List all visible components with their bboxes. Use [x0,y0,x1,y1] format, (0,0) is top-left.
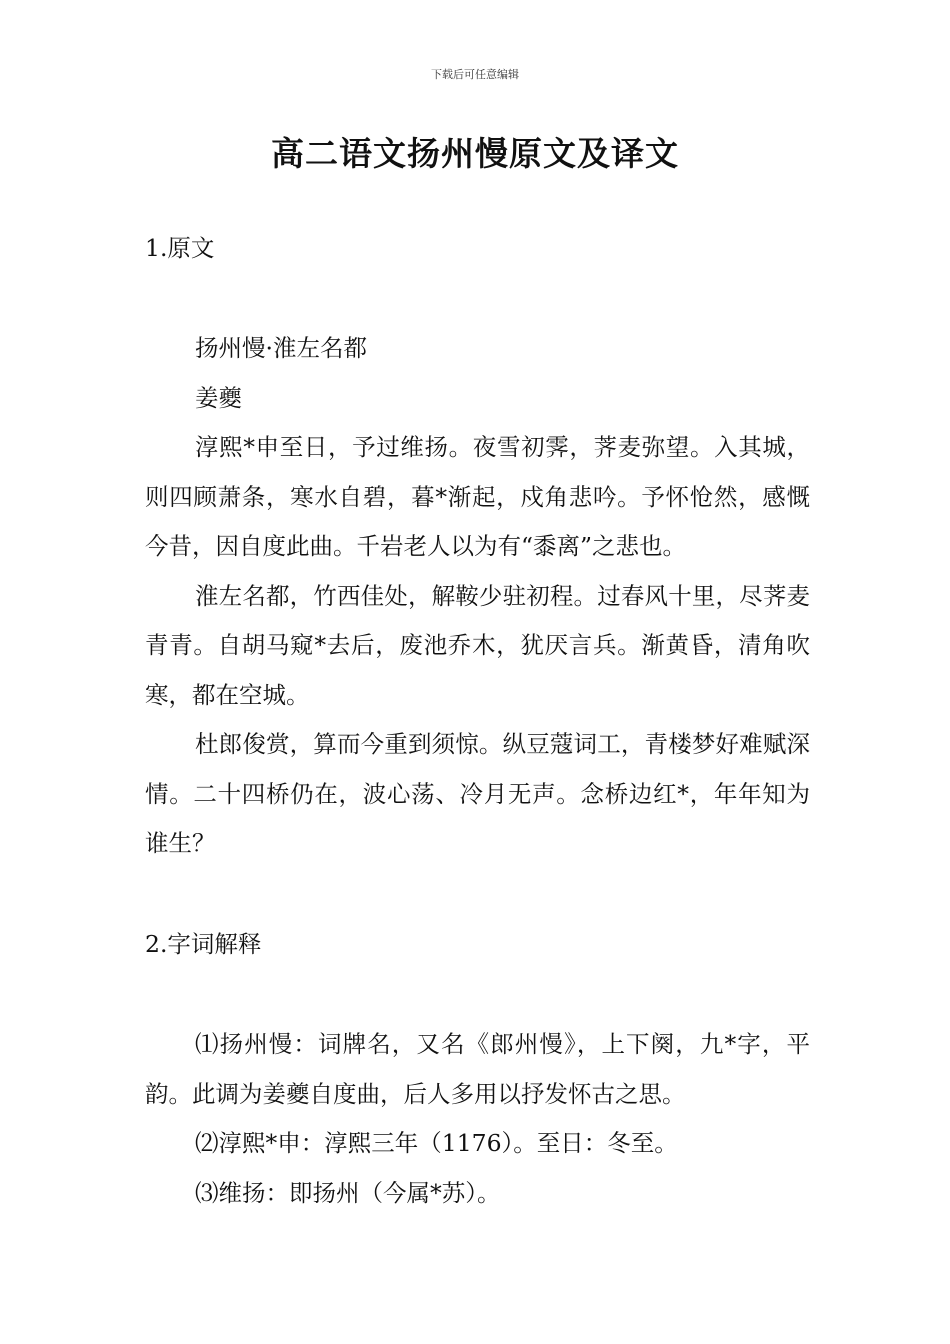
poem-stanza-2: 杜郎俊赏，算而今重到须惊。纵豆蔻词工，青楼梦好难赋深情。二十四桥仍在，波心荡、冷月无声。念桥边红*，年年知为谁生？ [145,730,810,857]
poem-body [145,423,810,869]
document-title: 高二语文扬州慢原文及译文 [271,134,679,173]
section-heading-word-notes: 2.字词解释 [145,930,262,958]
header-note: 下载后可任意编辑 [431,68,519,81]
word-note-1: ⑴扬州慢：词牌名，又名《郎州慢》，上下阕，九*字，平韵。此调为姜夔自度曲，后人多用以抒发怀古之思。 [145,1030,810,1108]
poem-stanza-1: 淮左名都，竹西佳处，解鞍少驻初程。过春风十里，尽荠麦青青。自胡马窥*去后，废池乔木，犹厌言兵。渐黄昏，清角吹寒，都在空城。 [145,581,810,709]
poem-preface: 淳熙*申至日，予过维扬。夜雪初霁，荠麦弥望。入其城，则四顾萧条，寒水自碧，暮*渐起，戍角悲吟。予怀怆然，感慨今昔，因自度此曲。千岩老人以为有“黍离”之悲也。 [145,433,810,560]
section-heading-original-text: 1.原文 [145,234,215,262]
word-notes [145,1020,810,1218]
word-note-3: ⑶维扬：即扬州（今属*苏）。 [195,1178,501,1207]
word-note-2: ⑵淳熙*申：淳熙三年（1176）。至日：冬至。 [195,1129,678,1157]
poem-author: 姜夔 [195,384,242,412]
poem-title: 扬州慢·淮左名都 [195,334,367,362]
